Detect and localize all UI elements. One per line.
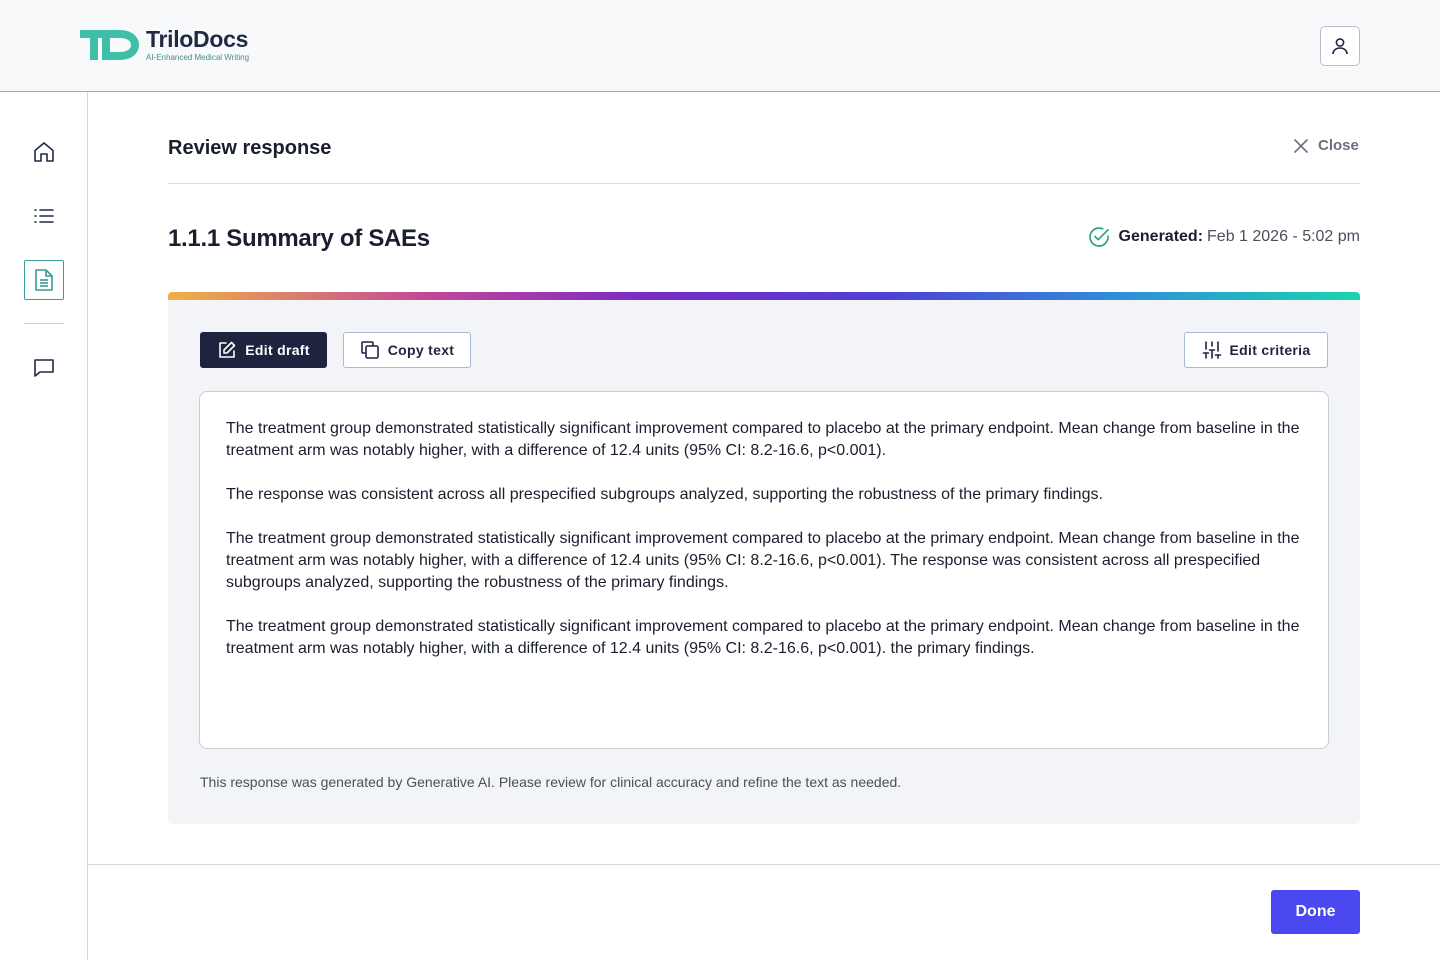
document-icon [33, 268, 55, 292]
panel-title: Review response [168, 137, 332, 159]
ai-disclaimer: This response was generated by Generative AI. Please review for clinical accuracy and refine the text as needed. [200, 774, 902, 790]
sidebar-item-home[interactable] [24, 132, 64, 172]
close-label: Close [1318, 137, 1359, 154]
ai-gradient-bar [168, 292, 1360, 300]
response-card [168, 292, 1360, 824]
generated-status [1087, 225, 1360, 249]
sidebar-item-document[interactable] [24, 260, 64, 300]
close-button[interactable] [1294, 137, 1359, 154]
brand-tagline: AI-Enhanced Medical Writing [146, 53, 250, 62]
list-icon [32, 204, 56, 228]
edit-icon [217, 340, 237, 360]
check-circle-icon [1087, 225, 1111, 249]
copy-text-button[interactable] [343, 332, 471, 368]
response-paragraph: The response was consistent across all prespecified subgroups analyzed, supporting the robustness of the primary findings. [226, 486, 1103, 503]
copy-text-label: Copy text [387, 342, 455, 358]
edit-draft-label: Edit draft [245, 342, 310, 358]
sidebar-item-chat[interactable] [24, 348, 64, 388]
user-icon [1330, 36, 1350, 56]
edit-criteria-button[interactable] [1184, 332, 1328, 368]
copy-icon [360, 340, 380, 360]
done-button[interactable]: Done [1271, 890, 1360, 934]
sidebar-divider [24, 323, 64, 324]
title-divider [168, 183, 1360, 184]
response-paragraph: The treatment group demonstrated statistically significant improvement compared to placebo at the primary endpoint. Mean change from baseline in the treatment arm was notably higher, with a difference of 12.4 units (95% CI: 8.2-16.6, p<0.001). the primary findings. [226, 618, 1300, 657]
close-icon [1294, 139, 1308, 153]
brand-name: TriloDocs [146, 26, 249, 52]
trilodocs-logo-icon [80, 28, 140, 62]
home-icon [32, 140, 56, 164]
main-content [88, 92, 1440, 960]
response-text-area[interactable] [199, 391, 1329, 749]
section-title: 1.1.1 Summary of SAEs [168, 225, 430, 252]
edit-draft-button[interactable] [200, 332, 327, 368]
profile-button[interactable] [1320, 26, 1360, 66]
response-paragraph: The treatment group demonstrated statistically significant improvement compared to placebo at the primary endpoint. Mean change from baseline in the treatment arm was notably higher, with a difference of 12.4 units (95% CI: 8.2-16.6, p<0.001). [226, 420, 1300, 459]
sidebar-item-list[interactable] [24, 196, 64, 236]
chat-icon [32, 356, 56, 380]
generated-timestamp: Feb 1 2026 - 5:02 pm [1207, 228, 1360, 245]
response-paragraph: The treatment group demonstrated statistically significant improvement compared to placebo at the primary endpoint. Mean change from baseline in the treatment arm was notably higher, with a difference of 12.4 units (95% CI: 8.2-16.6, p<0.001). The response was consistent across all prespecified subgroups analyzed, supporting the robustness of the primary findings. [226, 530, 1300, 591]
generated-label: Generated: [1118, 228, 1204, 245]
sidebar [0, 92, 88, 960]
edit-criteria-label: Edit criteria [1229, 342, 1311, 358]
top-bar [0, 0, 1440, 92]
footer-divider [88, 864, 1440, 865]
sliders-icon [1202, 340, 1222, 360]
brand-logo[interactable] [80, 26, 249, 63]
